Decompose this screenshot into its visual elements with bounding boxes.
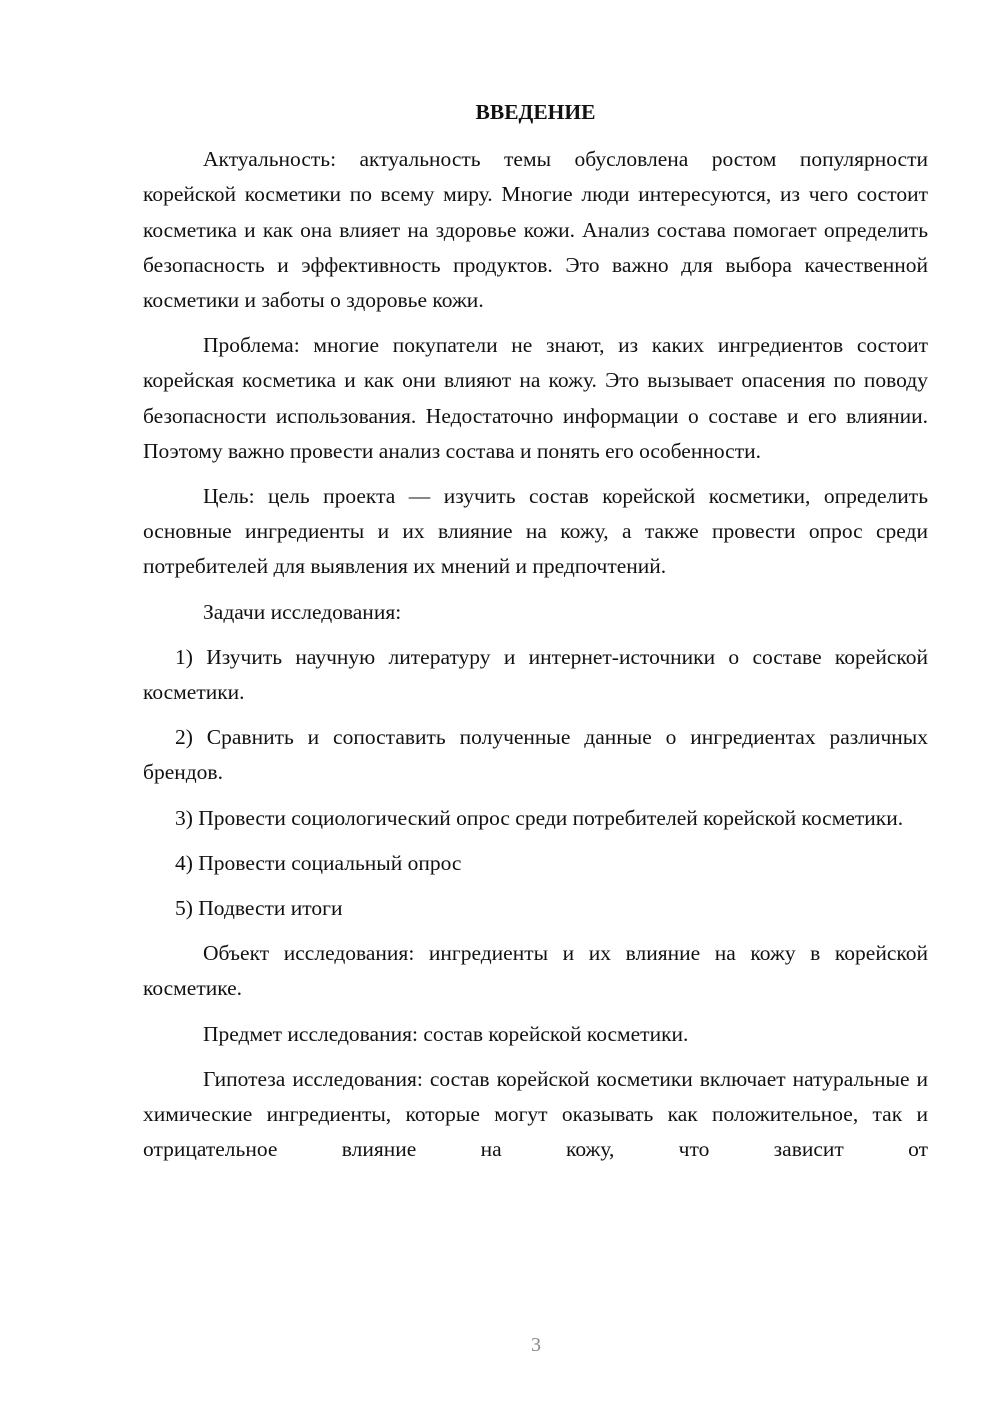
task-item-5: 5) Подвести итоги	[175, 896, 343, 921]
paragraph-subject: Предмет исследования: состав корейской косметики.	[203, 1021, 689, 1046]
paragraph-goal: Цель: цель проекта — изучить состав корейской косметики, определить основные ингредиенты и их влияние на кожу, а также провести опрос среди потребителей для выявления их мнений и предпочтений.	[143, 484, 928, 579]
task-item-2: 2) Сравнить и сопоставить полученные данные о ингредиентах различных брендов.	[143, 725, 928, 785]
section-heading: ВВЕДЕНИЕ	[475, 100, 596, 124]
tasks-title: Задачи исследования:	[203, 599, 402, 624]
page-number: 3	[531, 1334, 541, 1356]
paragraph-object: Объект исследования: ингредиенты и их влияние на кожу в корейской косметике.	[143, 941, 928, 1001]
paragraph-hypothesis: Гипотеза исследования: состав корейской косметики включает натуральные и химические ингредиенты, которые могут оказывать как положительное, так и отрицательное влияние на кожу, что зависит от	[143, 1066, 928, 1162]
paragraph-problem: Проблема: многие покупатели не знают, из каких ингредиентов состоит корейская косметика и как они влияют на кожу. Это вызывает опасения по поводу безопасности использования. Недостаточно информации о составе и его влиянии. Поэтому важно провести анализ состава и понять его особенности.	[143, 333, 928, 463]
document-page	[143, 95, 928, 1177]
task-item-1: 1) Изучить научную литературу и интернет-источники о составе корейской косметики.	[143, 644, 928, 705]
task-item-4: 4) Провести социальный опрос	[175, 850, 462, 875]
paragraph-relevance: Актуальность: актуальность темы обусловлена ростом популярности корейской косметики по всему миру. Многие люди интересуются, из чего состоит косметика и как она влияет на здоровье кожи. Анализ состава помогает определить безопасность и эффективность продуктов. Это важно для выбора качественной косметики и заботы о здоровье кожи.	[143, 147, 928, 313]
task-item-3: 3) Провести социологический опрос среди потребителей корейской косметики.	[175, 805, 904, 830]
